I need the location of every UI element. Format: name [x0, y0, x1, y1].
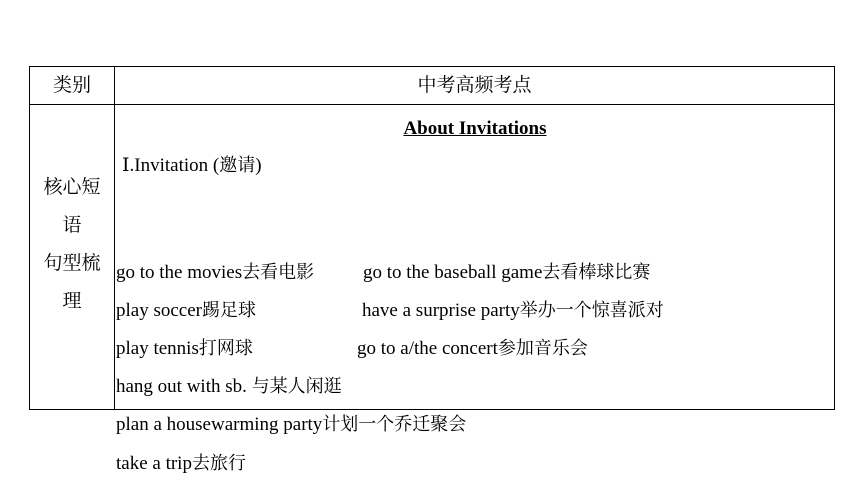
phrase-cn: 与某人闲逛: [251, 376, 342, 397]
phrase-second: [363, 260, 650, 286]
category-line: 句型梳: [43, 252, 101, 274]
phrase-table: [29, 66, 835, 474]
phrase-row: [116, 374, 342, 400]
phrase-cn: 去看棒球比赛: [542, 262, 651, 283]
phrase-en: play tennis: [116, 338, 199, 359]
phrase-cn: 去看电影: [242, 262, 315, 283]
phrase-cn: 去旅行: [191, 453, 246, 474]
phrase-row: [116, 298, 816, 324]
column-divider: [114, 67, 115, 409]
phrase-row: [116, 336, 816, 362]
section-title: About Invitations: [403, 118, 547, 139]
content-cell: [116, 105, 834, 474]
category-cell: [30, 105, 114, 411]
phrase-row: [116, 451, 246, 477]
header-main: 中考高频考点: [417, 74, 532, 96]
phrase-en: take a trip: [116, 453, 192, 474]
category-text: [32, 168, 112, 320]
phrase-cn: 举办一个惊喜派对: [519, 300, 664, 321]
category-line: 核心短: [43, 176, 101, 198]
phrase-second: [362, 298, 664, 324]
phrase-en: go to a/the concert: [357, 338, 498, 359]
phrase-cn: 踢足球: [201, 300, 256, 321]
category-line: 理: [62, 290, 82, 312]
roman-numeral: Ⅰ: [122, 154, 130, 176]
phrase-row: [116, 260, 816, 286]
header-category: 类别: [52, 74, 91, 96]
phrase-en: plan a housewarming party: [116, 414, 323, 435]
phrase-en: play soccer: [116, 300, 202, 321]
phrase-cn: 参加音乐会: [497, 338, 588, 359]
phrase-second: [357, 336, 588, 362]
subheading-cn: 邀请: [219, 155, 256, 176]
subheading-close: ): [255, 155, 262, 176]
phrase-en: hang out with sb.: [116, 376, 252, 397]
phrase-cn: 计划一个乔迁聚会: [322, 414, 467, 435]
phrase-row: [116, 412, 466, 438]
category-line: 语: [62, 214, 82, 236]
phrase-en: go to the movies: [116, 262, 243, 283]
subheading-en: .Invitation (: [129, 155, 220, 176]
phrase-cn: 打网球: [198, 338, 253, 359]
subheading: [122, 152, 262, 178]
phrase-en: go to the baseball game: [363, 262, 543, 283]
phrase-en: have a surprise party: [362, 300, 520, 321]
